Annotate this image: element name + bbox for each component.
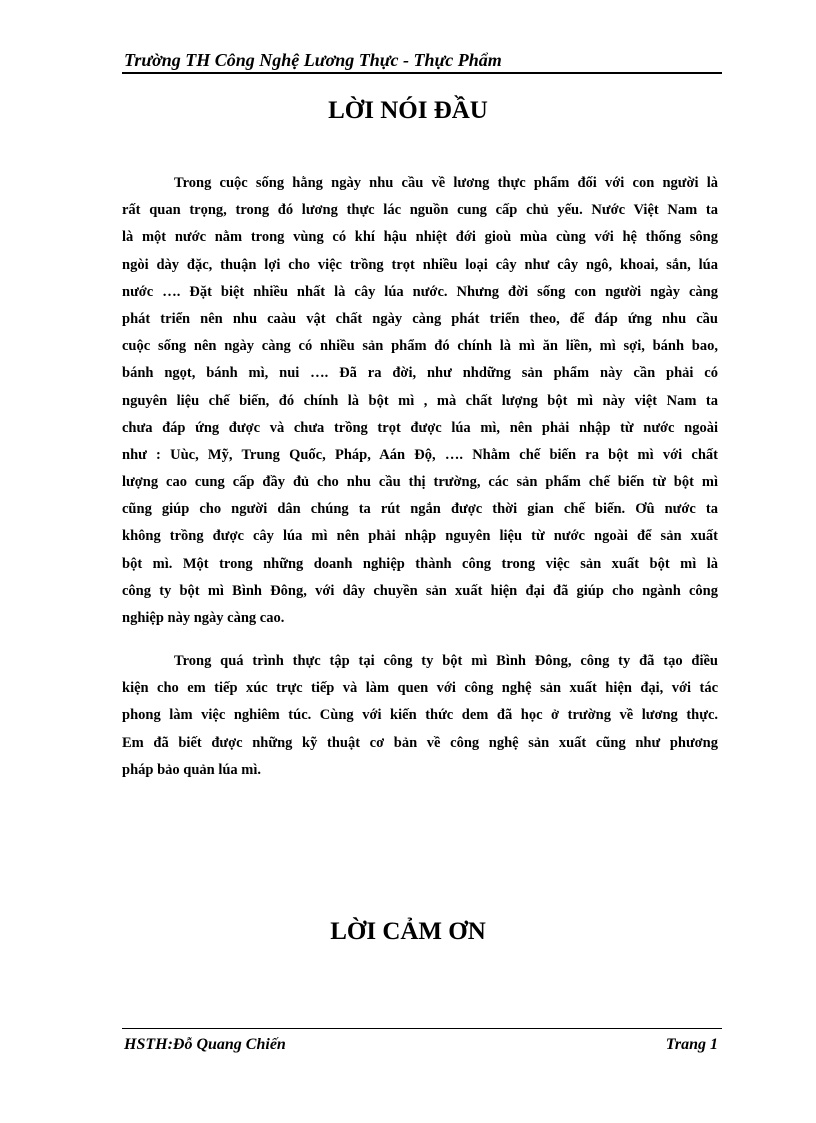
preface-paragraph-1 bbox=[122, 170, 718, 632]
text-line: bột mì. Một trong những doanh nghiệp thành công trong việc sản xuất bột mì là bbox=[122, 555, 718, 572]
page-header bbox=[122, 48, 722, 74]
text-line: lượng cao cung cấp đầy đủ cho nhu cầu thị trường, các sản phẩm chế biến từ bột mì bbox=[122, 474, 718, 491]
text-line: phong làm việc nghiêm túc. Cùng với kiến thức dem đã học ở trường về lương thực. bbox=[122, 707, 718, 724]
footer-author: HSTH:Đỗ Quang Chiến bbox=[124, 1036, 286, 1053]
text-line: cuộc sống nên ngày càng có nhiều sản phẩm đó chính là mì ăn liền, mì sợi, bánh bao, bbox=[122, 338, 718, 355]
preface-paragraph-2 bbox=[122, 648, 718, 784]
text-line: ngòi dày đặc, thuận lợi cho việc trồng trọt nhiều loại cây như cây ngô, khoai, sắn, lúa bbox=[122, 256, 718, 273]
text-line: bánh ngọt, bánh mì, nui …. Đã ra đời, như nhdững sản phẩm này cần phải có bbox=[122, 365, 718, 382]
text-line: phát triển nên nhu caàu vật chất ngày càng phát triển theo, để đáp ứng nhu cầu bbox=[122, 310, 718, 327]
header-title: Trường TH Công Nghệ Lương Thực - Thực Phẩm bbox=[124, 50, 502, 70]
text-line: rất quan trọng, trong đó lương thực lác nguồn cung cấp chủ yếu. Nước Việt Nam ta bbox=[122, 202, 718, 219]
preface-title: LỜI NÓI ĐẦU bbox=[328, 97, 488, 124]
thanks-title: LỜI CẢM ƠN bbox=[330, 918, 486, 945]
footer-page-number: Trang 1 bbox=[665, 1036, 718, 1053]
text-line: kiện cho em tiếp xúc trực tiếp và làm quen với công nghệ sản xuất hiện đại, với tác bbox=[122, 680, 718, 697]
text-line: pháp bảo quản lúa mì. bbox=[122, 761, 262, 778]
text-line: nước …. Đặt biệt nhiều nhất là cây lúa nước. Nhưng đời sống con người ngày càng bbox=[122, 283, 718, 300]
text-line: Trong quá trình thực tập tại công ty bột mì Bình Đông, công ty đã tạo điều bbox=[174, 653, 718, 669]
text-line: Em đã biết được những kỹ thuật cơ bản về công nghệ sản xuất cũng như phương bbox=[122, 734, 718, 751]
text-line: là một nước nằm trong vùng có khí hậu nhiệt đới gioù mùa cùng với hệ thống sông bbox=[122, 229, 718, 246]
text-line: cũng giúp cho người dân chúng ta rút ngắn được thời gian chế biến. Ơû nước ta bbox=[122, 501, 718, 518]
text-line: nguyên liệu chế biến, đó chính là bột mì , mà chất lượng bột mì này việt Nam ta bbox=[122, 392, 718, 409]
page-footer bbox=[122, 1028, 722, 1059]
text-line: như : Uùc, Mỹ, Trung Quốc, Pháp, Aán Độ, …. Nhằm chế biến ra bột mì với chất bbox=[122, 446, 718, 463]
text-line: chưa đáp ứng được và chưa trồng trọt được lúa mì, nên phải nhập từ nước ngoài bbox=[122, 419, 718, 436]
text-line: Trong cuộc sống hằng ngày nhu cầu về lương thực phẩm đối với con người là bbox=[174, 175, 718, 191]
text-line: công ty bột mì Bình Đông, với dây chuyền sản xuất hiện đại đã giúp cho ngành công bbox=[122, 582, 718, 599]
text-line: không trồng được cây lúa mì nên phải nhập nguyên liệu từ nước ngoài để sản xuất bbox=[122, 528, 718, 545]
text-line: nghiệp này ngày càng cao. bbox=[122, 610, 285, 626]
